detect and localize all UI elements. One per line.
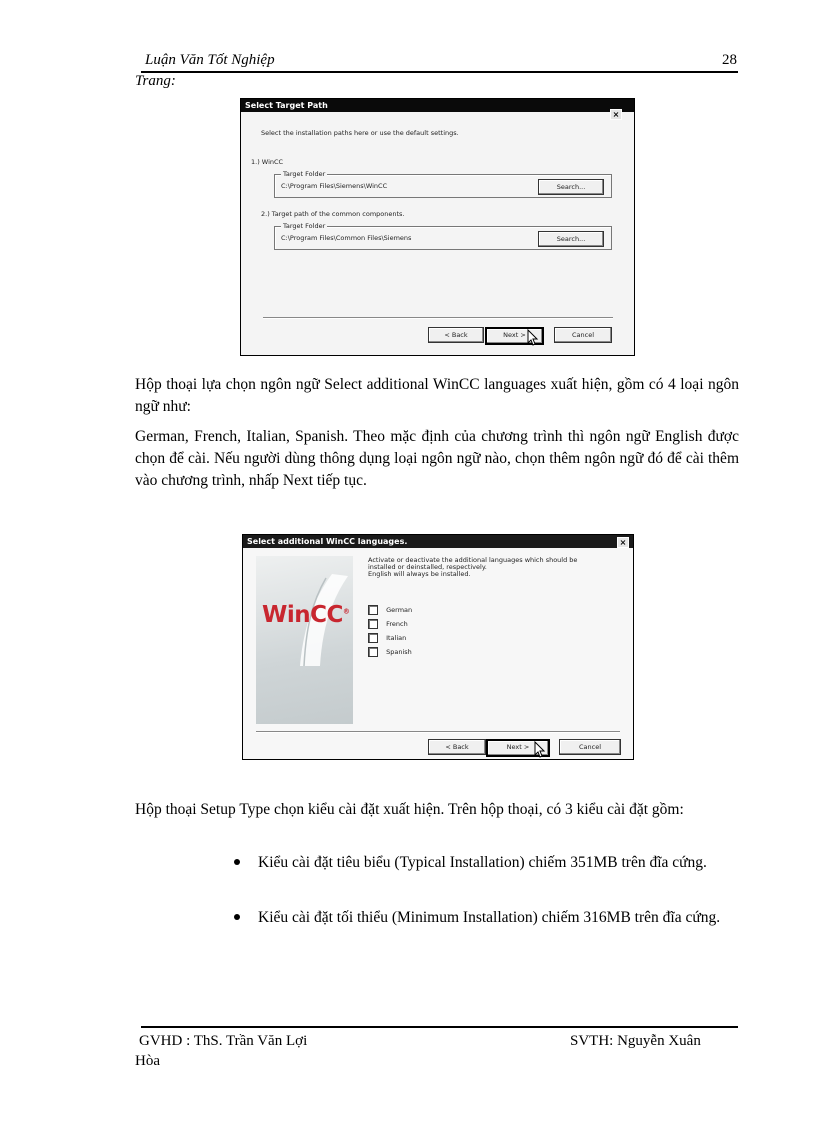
dialog-title: Select additional WinCC languages. — [247, 537, 408, 546]
wincc-logo-panel — [256, 556, 353, 724]
registered-mark: ® — [342, 607, 350, 616]
bullet-item-minimum: Kiểu cài đặt tối thiểu (Minimum Installation) chiếm 316MB trên đĩa cứng. — [258, 909, 721, 926]
section-common-label: 2.) Target path of the common components. — [261, 210, 405, 218]
footer-advisor-cont: Hòa — [135, 1053, 160, 1069]
target-path-dialog — [240, 98, 635, 356]
bullet-item-typical: Kiểu cài đặt tiêu biểu (Typical Installation) chiếm 351MB trên đĩa cứng. — [258, 854, 707, 871]
checkbox-icon[interactable] — [368, 647, 378, 657]
common-path-field[interactable]: C:\Program Files\Common Files\Siemens — [281, 234, 412, 242]
cancel-button[interactable]: Cancel — [554, 327, 612, 343]
footer-student: SVTH: Nguyễn Xuân — [570, 1033, 701, 1049]
next-button[interactable]: Next > — [485, 327, 544, 345]
separator-line — [263, 317, 613, 318]
header-title: Luận Văn Tốt Nghiệp — [145, 52, 275, 68]
search-button-common[interactable]: Search... — [538, 231, 604, 247]
paragraph-languages-detail: German, French, Italian, Spanish. Theo mặc định của chương trình thì ngôn ngữ English được chọn để cài. Nếu người dùng thông dụng loại ngôn ngữ nào, chọn thêm ngôn ngữ đó để cài thêm vào chương trình, nhấp Next tiếp tục. — [135, 428, 739, 489]
next-button[interactable]: Next > — [486, 739, 550, 757]
wincc-logo-text: WinCC — [262, 602, 343, 628]
search-button-wincc[interactable]: Search... — [538, 179, 604, 195]
separator-line — [256, 731, 620, 732]
instruction-line: English will always be installed. — [368, 570, 471, 578]
close-icon[interactable]: × — [610, 109, 622, 120]
mouse-pointer-icon — [527, 329, 539, 347]
language-checkbox-spanish[interactable] — [368, 641, 412, 660]
bullet-dot — [234, 859, 240, 865]
languages-dialog — [242, 534, 634, 760]
language-label: Spanish — [386, 647, 412, 656]
header-rule — [141, 71, 738, 73]
back-button[interactable]: < Back — [428, 327, 484, 343]
instruction-line: Activate or deactivate the additional languages which should be — [368, 556, 578, 564]
dialog-titlebar — [241, 99, 634, 112]
paragraph-languages-intro: Hộp thoại lựa chọn ngôn ngữ Select additional WinCC languages xuất hiện, gồm có 4 loại ngôn ngữ như: — [135, 376, 739, 415]
dialog-title: Select Target Path — [245, 101, 328, 110]
page-number: 28 — [722, 52, 737, 68]
footer-advisor: GVHD : ThS. Trần Văn Lợi — [139, 1033, 308, 1049]
section-wincc-label: 1.) WinCC — [251, 158, 284, 166]
language-label: German — [386, 605, 413, 614]
paragraph-setup-type: Hộp thoại Setup Type chọn kiểu cài đặt xuất hiện. Trên hộp thoại, có 3 kiểu cài đặt gồm: — [135, 801, 684, 818]
trang-label: Trang: — [135, 73, 176, 89]
instruction-line: installed or deinstalled, respectively. — [368, 563, 487, 571]
mouse-pointer-icon — [534, 741, 546, 759]
instruction-text: Select the installation paths here or use the default settings. — [261, 129, 459, 137]
group-legend: Target Folder — [283, 170, 326, 178]
footer-rule — [141, 1026, 738, 1028]
dialog-titlebar — [243, 535, 633, 548]
language-label: Italian — [386, 633, 407, 642]
back-button[interactable]: < Back — [428, 739, 486, 755]
cancel-button[interactable]: Cancel — [559, 739, 621, 755]
languages-instruction — [368, 557, 577, 578]
close-icon[interactable]: × — [617, 537, 629, 548]
language-label: French — [386, 619, 408, 628]
bullet-dot — [234, 914, 240, 920]
wincc-path-field[interactable]: C:\Program Files\Siemens\WinCC — [281, 182, 388, 190]
wincc-logo — [262, 602, 349, 628]
group-legend: Target Folder — [283, 222, 326, 230]
